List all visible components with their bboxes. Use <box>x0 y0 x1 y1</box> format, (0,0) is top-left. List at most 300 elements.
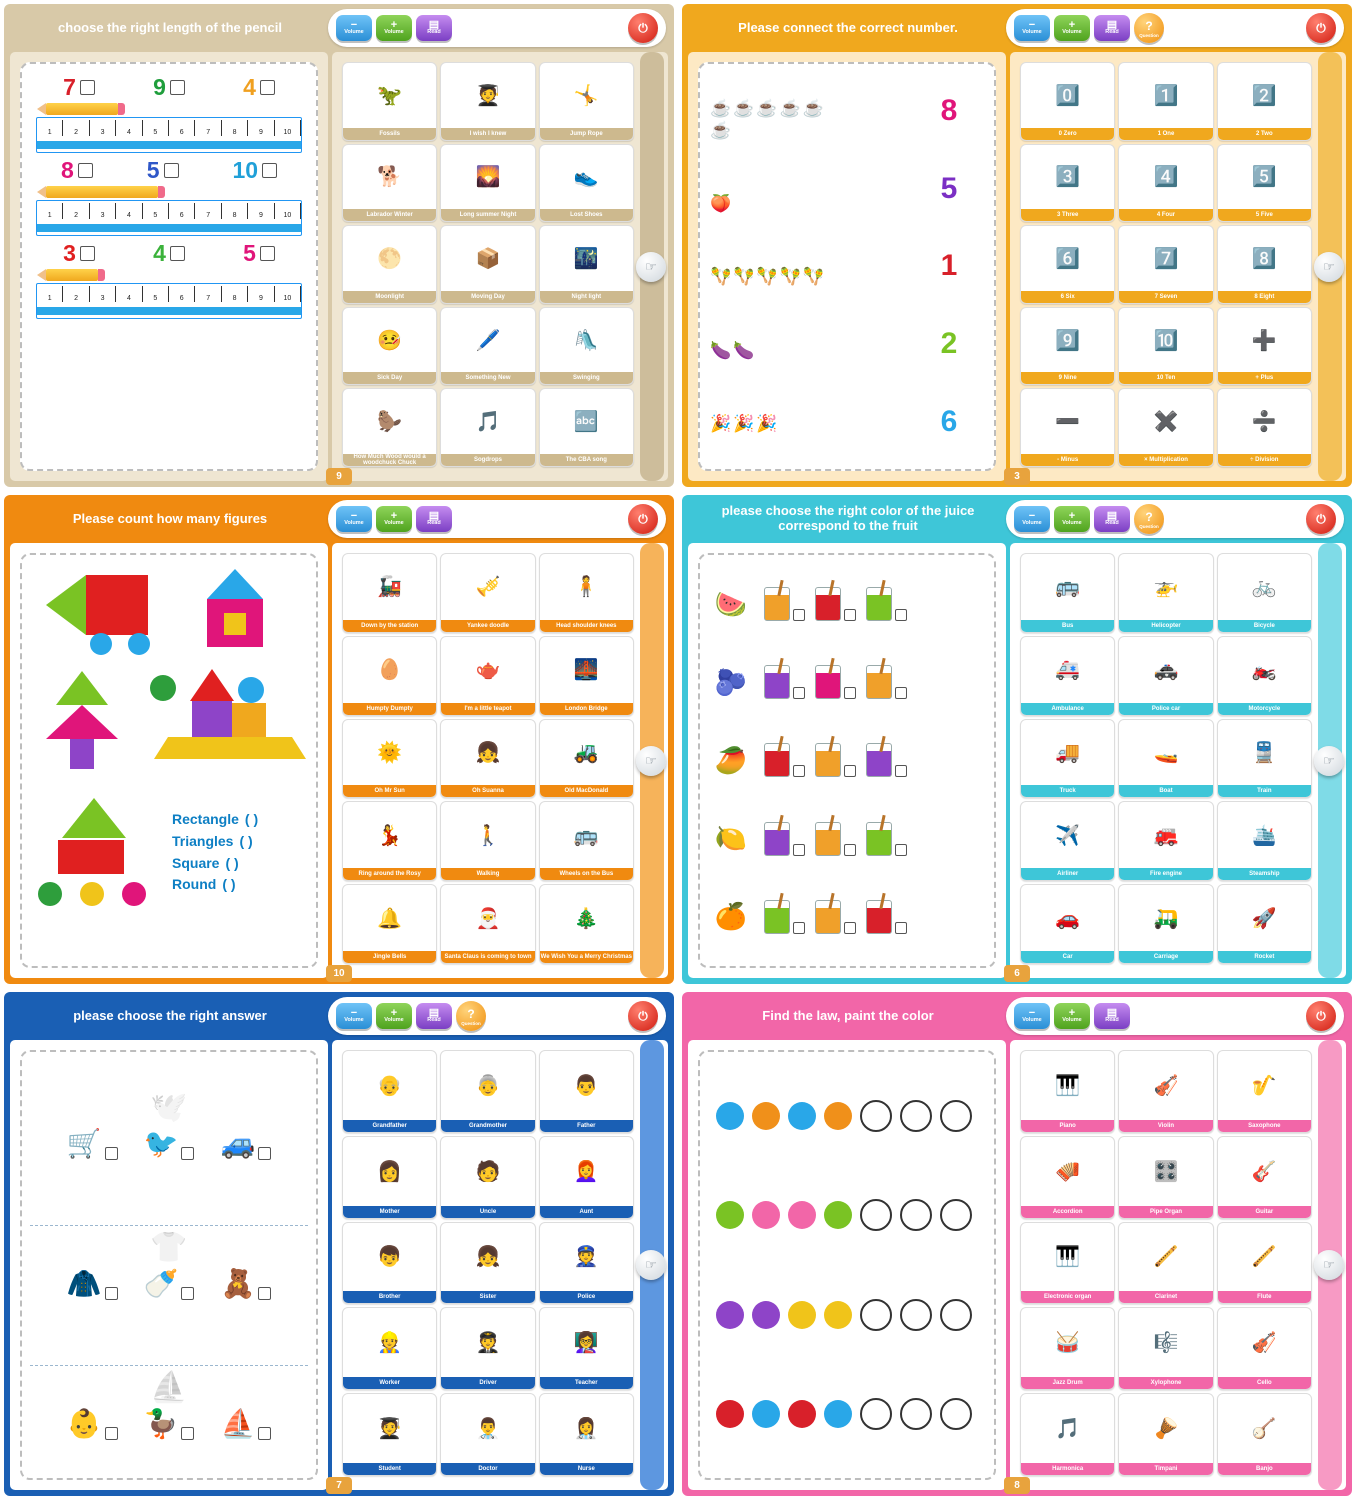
legend-row[interactable] <box>172 874 258 896</box>
card-item[interactable] <box>1118 719 1213 799</box>
header-bar <box>4 4 674 52</box>
answer-checkbox[interactable] <box>105 1287 118 1300</box>
page-title: Please connect the correct number. <box>738 19 958 35</box>
juice-option[interactable] <box>764 587 805 621</box>
option-checkbox[interactable] <box>262 163 277 178</box>
card-image: 👵 <box>475 1074 501 1097</box>
pattern-dot-empty[interactable] <box>900 1398 932 1430</box>
question-button[interactable] <box>1134 504 1164 534</box>
card-item[interactable] <box>1217 1136 1312 1219</box>
card-label: Humpty Dumpty <box>343 703 436 715</box>
card-item[interactable] <box>342 884 437 964</box>
card-item[interactable] <box>1118 884 1213 964</box>
count-group[interactable] <box>710 341 830 361</box>
card-item[interactable] <box>1118 62 1213 141</box>
answer-checkbox[interactable] <box>258 1287 271 1300</box>
juice-option[interactable] <box>764 743 805 777</box>
card-item[interactable] <box>440 1307 535 1390</box>
pattern-dot-empty[interactable] <box>860 1100 892 1132</box>
option-checkbox[interactable] <box>80 80 95 95</box>
card-item[interactable] <box>342 636 437 716</box>
card-item[interactable] <box>1020 1222 1115 1305</box>
juice-checkbox[interactable] <box>844 844 856 856</box>
card-item[interactable] <box>440 1222 535 1305</box>
card-label: Grandfather <box>343 1120 436 1132</box>
card-item[interactable] <box>342 1307 437 1390</box>
card-item[interactable] <box>1020 719 1115 799</box>
page-turn-button[interactable]: ☞ <box>1314 1250 1344 1280</box>
read-button[interactable] <box>1094 1003 1130 1029</box>
card-item[interactable] <box>539 225 634 304</box>
volume-down-button[interactable] <box>1014 1003 1050 1029</box>
card-label: Wheels on the Bus <box>540 868 633 880</box>
panel-juice-frame <box>682 495 1352 984</box>
worksheet <box>698 1050 996 1480</box>
card-item[interactable] <box>1118 1393 1213 1476</box>
card-item[interactable] <box>1118 1222 1213 1305</box>
card-item[interactable] <box>440 225 535 304</box>
volume-down-button-label: Volume <box>1022 29 1042 36</box>
card-item[interactable] <box>539 1393 634 1476</box>
answer-option[interactable] <box>67 1267 118 1300</box>
volume-down-button[interactable] <box>1014 15 1050 41</box>
card-item[interactable] <box>1020 144 1115 223</box>
legend-row[interactable] <box>172 831 258 853</box>
juice-checkbox[interactable] <box>844 922 856 934</box>
read-button[interactable] <box>1094 506 1130 532</box>
question-button-glyph: ? <box>1145 18 1153 33</box>
card-label: Swinging <box>540 372 633 384</box>
ruler <box>36 283 302 319</box>
juice-checkbox[interactable] <box>793 609 805 621</box>
option-item[interactable] <box>243 240 275 267</box>
card-label: 1 One <box>1119 128 1212 140</box>
option-item[interactable] <box>232 157 277 184</box>
card-label: 10 Ten <box>1119 372 1212 384</box>
card-item[interactable] <box>539 1136 634 1219</box>
straw-icon <box>828 893 834 909</box>
card-item[interactable] <box>342 144 437 223</box>
question-button[interactable] <box>1134 13 1164 43</box>
legend-answer[interactable]: ( ) <box>239 833 253 850</box>
card-item[interactable] <box>1020 388 1115 467</box>
option-item[interactable] <box>243 74 275 101</box>
read-button[interactable] <box>416 1003 452 1029</box>
card-item[interactable] <box>539 636 634 716</box>
read-button-label: Read <box>1105 29 1119 36</box>
juice-option[interactable] <box>815 665 856 699</box>
card-image: 🚜 <box>573 741 599 764</box>
juice-row <box>708 587 986 621</box>
outline-icon: 🕊️ <box>150 1091 188 1125</box>
card-item[interactable] <box>342 1136 437 1219</box>
pattern-dot-empty[interactable] <box>860 1199 892 1231</box>
option-item[interactable] <box>63 240 95 267</box>
worksheet-count-figures <box>22 555 316 966</box>
juice-checkbox[interactable] <box>844 765 856 777</box>
page-turn-button[interactable]: ☞ <box>636 252 666 282</box>
juice-checkbox[interactable] <box>793 922 805 934</box>
card-item[interactable] <box>1217 1222 1312 1305</box>
card-item[interactable] <box>1118 307 1213 386</box>
number-target[interactable]: 6 <box>940 405 958 439</box>
question-button[interactable] <box>456 1001 486 1031</box>
card-item[interactable] <box>440 801 535 881</box>
answer-checkbox[interactable] <box>105 1147 118 1160</box>
answer-checkbox[interactable] <box>181 1147 194 1160</box>
pattern-dot-filled <box>788 1102 816 1130</box>
option-checkbox[interactable] <box>260 80 275 95</box>
legend-answer[interactable]: ( ) <box>225 854 239 871</box>
juice-checkbox[interactable] <box>793 844 805 856</box>
card-item[interactable] <box>1217 636 1312 716</box>
answer-option[interactable] <box>220 1267 271 1300</box>
card-item[interactable] <box>1020 636 1115 716</box>
card-item[interactable] <box>1020 1136 1115 1219</box>
card-item[interactable] <box>1217 388 1312 467</box>
volume-down-button[interactable] <box>336 15 372 41</box>
answer-checkbox[interactable] <box>105 1427 118 1440</box>
card-item[interactable] <box>440 62 535 141</box>
count-group[interactable] <box>710 267 830 287</box>
card-label: Worker <box>343 1377 436 1389</box>
card-item[interactable] <box>1020 62 1115 141</box>
volume-up-button[interactable] <box>376 15 412 41</box>
card-item[interactable] <box>440 144 535 223</box>
card-item[interactable] <box>539 307 634 386</box>
legend-row[interactable] <box>172 853 258 875</box>
juice-checkbox[interactable] <box>895 922 907 934</box>
option-checkbox[interactable] <box>164 163 179 178</box>
card-item[interactable] <box>342 307 437 386</box>
card-item[interactable] <box>539 144 634 223</box>
answer-option[interactable] <box>144 1407 195 1440</box>
card-label: Santa Claus is coming to town <box>441 951 534 963</box>
card-item[interactable] <box>539 1222 634 1305</box>
card-label: Jazz Drum <box>1021 1377 1114 1389</box>
card-item[interactable] <box>1020 307 1115 386</box>
volume-up-button[interactable] <box>1054 15 1090 41</box>
card-label: Xylophone <box>1119 1377 1212 1389</box>
page-turn-button[interactable]: ☞ <box>1314 252 1344 282</box>
card-item[interactable] <box>1118 144 1213 223</box>
option-item[interactable] <box>63 74 95 101</box>
legend-label: Triangles <box>172 833 234 850</box>
card-item[interactable] <box>342 719 437 799</box>
juice-checkbox[interactable] <box>895 765 907 777</box>
volume-up-button-glyph: + <box>1068 510 1076 523</box>
juice-option[interactable] <box>866 665 907 699</box>
answer-checkbox[interactable] <box>181 1287 194 1300</box>
card-image: 👧 <box>475 1246 501 1269</box>
card-item[interactable] <box>342 1393 437 1476</box>
pencil-icon <box>46 269 98 281</box>
card-item[interactable] <box>342 62 437 141</box>
card-label: Walking <box>441 868 534 880</box>
pattern-dot-empty[interactable] <box>900 1299 932 1331</box>
volume-up-button[interactable] <box>1054 1003 1090 1029</box>
answer-checkbox[interactable] <box>258 1427 271 1440</box>
pattern-dot-empty[interactable] <box>940 1398 972 1430</box>
card-label: Harmonica <box>1021 1463 1114 1475</box>
card-item[interactable] <box>440 636 535 716</box>
card-label: Motorcycle <box>1218 703 1311 715</box>
juice-option[interactable] <box>764 822 805 856</box>
read-button[interactable] <box>416 506 452 532</box>
juice-checkbox[interactable] <box>895 609 907 621</box>
count-item: ☕ <box>710 98 732 118</box>
legend-row[interactable] <box>172 809 258 831</box>
power-button[interactable] <box>1306 1001 1336 1031</box>
power-button[interactable] <box>1306 13 1336 43</box>
ruler-tick: 1 <box>37 120 63 136</box>
straw-icon <box>777 658 783 674</box>
option-checkbox[interactable] <box>170 246 185 261</box>
juice-checkbox[interactable] <box>895 687 907 699</box>
card-item[interactable] <box>440 1393 535 1476</box>
volume-up-button[interactable] <box>376 1003 412 1029</box>
card-item[interactable] <box>539 1050 634 1133</box>
volume-down-button-glyph: − <box>350 1007 358 1020</box>
ruler-tick: 9 <box>248 203 274 219</box>
card-label: London Bridge <box>540 703 633 715</box>
spread <box>682 52 1352 487</box>
ruler-ticks <box>37 120 301 136</box>
volume-down-button[interactable] <box>336 506 372 532</box>
volume-up-button[interactable] <box>376 506 412 532</box>
worksheet <box>20 1050 318 1480</box>
card-image: 🛳️ <box>1251 824 1277 847</box>
page-number: 6 <box>1004 965 1030 982</box>
card-item[interactable] <box>1217 884 1312 964</box>
pattern-dot-empty[interactable] <box>900 1199 932 1231</box>
ruler-tick: 10 <box>275 120 301 136</box>
answer-checkbox[interactable] <box>181 1427 194 1440</box>
pattern-dot-filled <box>752 1102 780 1130</box>
card-label: Something New <box>441 372 534 384</box>
card-item[interactable] <box>1217 553 1312 633</box>
juice-checkbox[interactable] <box>793 765 805 777</box>
card-label: Sister <box>441 1291 534 1303</box>
card-grid <box>1020 553 1312 964</box>
card-item[interactable] <box>1118 1307 1213 1390</box>
card-item[interactable] <box>1020 553 1115 633</box>
card-item[interactable] <box>440 1136 535 1219</box>
card-item[interactable] <box>1217 225 1312 304</box>
card-image: 🧑‍🎓 <box>377 1418 403 1441</box>
answer-option[interactable] <box>144 1267 195 1300</box>
answer-option[interactable] <box>220 1127 271 1160</box>
card-image: 🎹 <box>1055 1074 1081 1097</box>
card-item[interactable] <box>440 388 535 467</box>
juice-option[interactable] <box>815 822 856 856</box>
card-label: Clarinet <box>1119 1291 1212 1303</box>
count-item: 🎉 <box>733 414 755 434</box>
card-item[interactable] <box>539 884 634 964</box>
card-item[interactable] <box>440 553 535 633</box>
card-item[interactable] <box>1217 1050 1312 1133</box>
card-item[interactable] <box>440 1050 535 1133</box>
pattern-dot-empty[interactable] <box>860 1299 892 1331</box>
card-item[interactable] <box>1217 307 1312 386</box>
volume-up-button-glyph: + <box>1068 19 1076 32</box>
option-checkbox[interactable] <box>78 163 93 178</box>
card-image: 👨‍⚕️ <box>475 1418 501 1441</box>
option-checkbox[interactable] <box>260 246 275 261</box>
card-image: 🐕 <box>377 166 403 189</box>
card-item[interactable] <box>539 801 634 881</box>
juice-option[interactable] <box>866 743 907 777</box>
juice-option[interactable] <box>866 587 907 621</box>
page-turn-button[interactable]: ☞ <box>636 746 666 776</box>
power-button[interactable] <box>1306 504 1336 534</box>
card-label: Jingle Bells <box>343 951 436 963</box>
card-item[interactable] <box>1118 1050 1213 1133</box>
card-item[interactable] <box>1118 225 1213 304</box>
read-button[interactable] <box>416 15 452 41</box>
card-item[interactable] <box>1217 144 1312 223</box>
card-item[interactable] <box>539 62 634 141</box>
card-item[interactable] <box>1020 884 1115 964</box>
power-button-glyph: ⏻ <box>638 20 648 35</box>
card-item[interactable] <box>1020 225 1115 304</box>
juice-option[interactable] <box>764 665 805 699</box>
card-label: Lost Shoes <box>540 209 633 221</box>
juice-checkbox[interactable] <box>844 609 856 621</box>
card-item[interactable] <box>1217 801 1312 881</box>
answer-option[interactable] <box>144 1127 195 1160</box>
count-group[interactable] <box>710 194 830 214</box>
ruler-tick: 7 <box>195 203 221 219</box>
card-item[interactable] <box>1118 801 1213 881</box>
card-item[interactable] <box>1020 801 1115 881</box>
pattern-dot-empty[interactable] <box>860 1398 892 1430</box>
card-label: Bus <box>1021 620 1114 632</box>
card-item[interactable] <box>440 307 535 386</box>
page-turn-button[interactable]: ☞ <box>636 1250 666 1280</box>
option-checkbox[interactable] <box>170 80 185 95</box>
option-item[interactable] <box>153 240 185 267</box>
card-item[interactable] <box>1118 1136 1213 1219</box>
card-label: Saxophone <box>1218 1120 1311 1132</box>
card-item[interactable] <box>440 884 535 964</box>
card-item[interactable] <box>342 801 437 881</box>
card-item[interactable] <box>1020 1307 1115 1390</box>
option-item[interactable] <box>147 157 179 184</box>
option-item[interactable] <box>153 74 185 101</box>
card-item[interactable] <box>539 388 634 467</box>
number-target[interactable]: 2 <box>940 327 958 361</box>
card-item[interactable] <box>1217 1393 1312 1476</box>
juice-checkbox[interactable] <box>844 687 856 699</box>
card-item[interactable] <box>342 1050 437 1133</box>
card-label: Night light <box>540 291 633 303</box>
page-turn-button[interactable]: ☞ <box>1314 746 1344 776</box>
answer-option[interactable] <box>67 1407 118 1440</box>
straw-icon <box>828 815 834 831</box>
juice-option[interactable] <box>815 900 856 934</box>
ruler-tick: 8 <box>222 203 248 219</box>
count-groups <box>710 72 914 461</box>
juice-option[interactable] <box>866 822 907 856</box>
ruler-tick: 6 <box>169 286 195 302</box>
answer-checkbox[interactable] <box>258 1147 271 1160</box>
juice-option[interactable] <box>764 900 805 934</box>
card-image: 🔤 <box>573 411 599 434</box>
card-label: Doctor <box>441 1463 534 1475</box>
juice-checkbox[interactable] <box>793 687 805 699</box>
legend-answer[interactable]: ( ) <box>222 876 236 893</box>
pattern-dot-empty[interactable] <box>940 1199 972 1231</box>
number-target[interactable]: 1 <box>940 249 958 283</box>
juice-checkbox[interactable] <box>895 844 907 856</box>
card-item[interactable] <box>1020 1050 1115 1133</box>
card-item[interactable] <box>539 1307 634 1390</box>
option-item[interactable] <box>61 157 93 184</box>
card-item[interactable] <box>342 1222 437 1305</box>
card-item[interactable] <box>1118 388 1213 467</box>
card-item[interactable] <box>1118 553 1213 633</box>
straw-icon <box>828 580 834 596</box>
card-image: 🦫 <box>377 411 403 434</box>
card-item[interactable] <box>342 388 437 467</box>
option-checkbox[interactable] <box>80 246 95 261</box>
card-item[interactable] <box>342 553 437 633</box>
volume-down-button-label: Volume <box>344 520 364 527</box>
panel-numbers-frame <box>682 4 1352 487</box>
number-target[interactable]: 8 <box>940 93 958 127</box>
option-number: 5 <box>146 157 160 183</box>
number-target[interactable]: 5 <box>940 171 958 205</box>
card-item[interactable] <box>1217 719 1312 799</box>
pattern-row <box>716 1398 978 1430</box>
card-item[interactable] <box>539 553 634 633</box>
ruler-tick: 6 <box>169 203 195 219</box>
card-item[interactable] <box>440 719 535 799</box>
volume-up-button[interactable] <box>1054 506 1090 532</box>
juice-option[interactable] <box>815 743 856 777</box>
power-button[interactable] <box>628 1001 658 1031</box>
juice-option[interactable] <box>866 900 907 934</box>
count-group[interactable] <box>710 414 830 434</box>
answer-option[interactable] <box>67 1127 118 1160</box>
card-item[interactable] <box>1020 1393 1115 1476</box>
card-label: Oh Suanna <box>441 785 534 797</box>
read-button[interactable] <box>1094 15 1130 41</box>
card-item[interactable] <box>539 719 634 799</box>
card-label: Father <box>540 1120 633 1132</box>
card-item[interactable] <box>1118 636 1213 716</box>
answer-option[interactable] <box>220 1407 271 1440</box>
juice-option[interactable] <box>815 587 856 621</box>
card-item[interactable] <box>1217 62 1312 141</box>
legend-answer[interactable]: ( ) <box>244 811 259 828</box>
volume-down-button[interactable] <box>1014 506 1050 532</box>
power-button[interactable] <box>628 504 658 534</box>
power-button[interactable] <box>628 13 658 43</box>
card-item[interactable] <box>342 225 437 304</box>
panel-figures-frame <box>4 495 674 984</box>
card-item[interactable] <box>1217 1307 1312 1390</box>
pattern-dot-empty[interactable] <box>900 1100 932 1132</box>
header-bar <box>4 992 674 1040</box>
pattern-dot-empty[interactable] <box>940 1299 972 1331</box>
pattern-dot-empty[interactable] <box>940 1100 972 1132</box>
ruler-tick: 2 <box>63 286 89 302</box>
legend-label: Round <box>172 876 217 893</box>
volume-down-button[interactable] <box>336 1003 372 1029</box>
count-group[interactable] <box>710 99 830 141</box>
